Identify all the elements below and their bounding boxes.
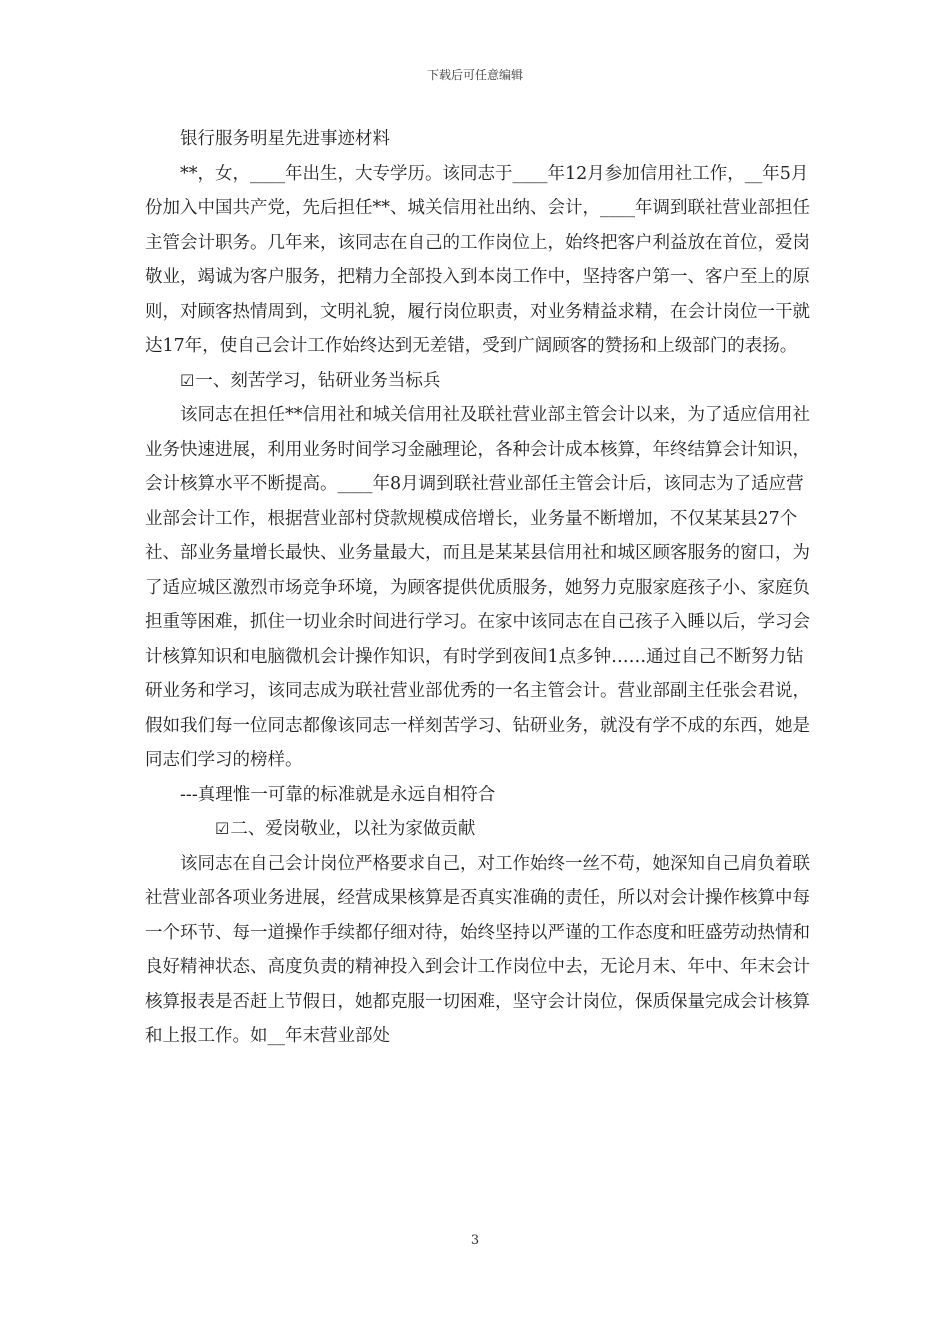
checkbox-checked-icon: ☑ (215, 819, 230, 838)
page-number: 3 (470, 1233, 480, 1248)
page-header: 下载后可任意编辑 (426, 68, 523, 82)
section2-heading: 二、爱岗敬业，以社为家做贡献 (230, 819, 476, 839)
document-title: 银行服务明星先进事迹材料 (180, 129, 390, 149)
section2-heading-line (145, 812, 810, 847)
paragraph-section2: 该同志在自己会计岗位严格要求自己，对工作始终一丝不苟，她深知自己肩负着联社营业部各项业务进展，经营成果核算是否真实准确的责任，所以对会计操作核算中每一个环节、每一道操作手续都仔细对待，始终坚持以严谨的工作态度和旺盛劳动热情和良好精神状态、高度负责的精神投入到会计工作岗位中去，无论月末、年中、年末会计核算报表是否赶上节假日，她都克服一切困难，坚守会计岗位，保质保量完成会计核算和上报工作。如__年末营业部处 (145, 853, 810, 1046)
quote-line: ---真理惟一可靠的标准就是永远自相符合 (180, 784, 496, 805)
checkbox-checked-icon: ☑ (180, 370, 195, 390)
paragraph-intro (145, 157, 810, 399)
section1-heading: 一、刻苦学习，钻研业务当标兵 (195, 370, 441, 391)
document-body (145, 122, 810, 1054)
paragraph-intro-text: **，女，____年出生，大专学历。该同志于____年12月参加信用社工作，__年5月份加入中国共产党，先后担任**、城关信用社出纳、会计，____年调到联社营业部担任主管会计职务。几年来，该同志在自己的工作岗位上，始终把客户利益放在首位，爱岗敬业，竭诚为客户服务，把精力全部投入到本岗工作中，坚持客户第一、客户至上的原则，对顾客热情周到，文明礼貌，履行岗位职责，对业务精益求精，在会计岗位一干就达17年，使自己会计工作始终达到无差错，受到广阔顾客的赞扬和上级部门的表扬。 (145, 163, 810, 356)
paragraph-section1: 该同志在担任**信用社和城关信用社及联社营业部主管会计以来，为了适应信用社业务快速进展，利用业务时间学习金融理论，各种会计成本核算，年终结算会计知识，会计核算水平不断提高。____年8月调到联社营业部任主管会计后，该同志为了适应营业部会计工作，根据营业部村贷款规模成倍增长，业务量不断增加，不仅某某县27个社、部业务量增长最快、业务量最大，而且是某某县信用社和城区顾客服务的窗口，为了适应城区激烈市场竞争环境，为顾客提供优质服务，她努力克服家庭孩子小、家庭负担重等困难，抓住一切业余时间进行学习。在家中该同志在自己孩子入睡以后，学习会计核算知识和电脑微机会计操作知识，有时学到夜间1点多钟……通过自己不断努力钻研业务和学习，该同志成为联社营业部优秀的一名主管会计。营业部副主任张会君说，假如我们每一位同志都像该同志一样刻苦学习、钻研业务，就没有学不成的东西，她是同志们学习的榜样。 (145, 405, 810, 770)
